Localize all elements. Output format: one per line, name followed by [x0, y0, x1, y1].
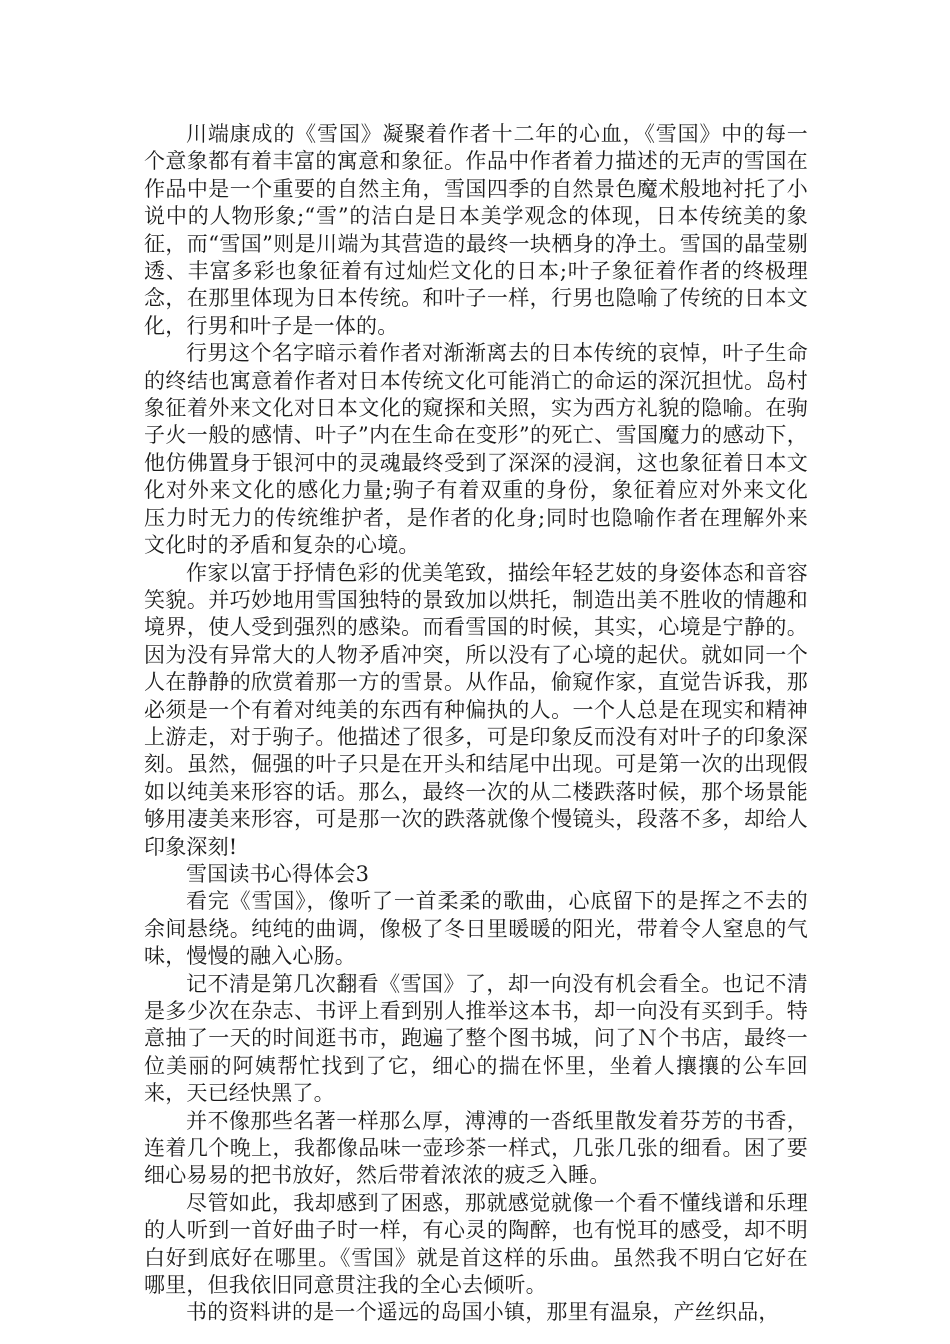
- body-paragraph: 作家以富于抒情色彩的优美笔致，描绘年轻艺妓的身姿体态和音容笑貌。并巧妙地用雪国独特的景致加以烘托，制造出美不胜收的情趣和境界，使人受到强烈的感染。而看雪国的时候，其实，心境是宁静的。因为没有异常大的人物矛盾冲突，所以没有了心境的起伏。就如同一个人在静静的欣赏着那一方的雪景。从作品，偷窥作家，直觉告诉我，那必须是一个有着对纯美的东西有种偏执的人。一个人总是在现实和精神上游走，对于驹子。他描述了很多，可是印象反而没有对叶子的印象深刻。虽然，倔强的叶子只是在开头和结尾中出现。可是第一次的出现假如以纯美来形容的话。那么，最终一次的从二楼跌落时候，那个场景能够用凄美来形容，可是那一次的跌落就像个慢镜头，段落不多，却给人印象深刻!: [144, 560, 808, 859]
- body-paragraph: 川端康成的《雪国》凝聚着作者十二年的心血，《雪国》中的每一个意象都有着丰富的寓意和象征。作品中作者着力描述的无声的雪国在作品中是一个重要的自然主角，雪国四季的自然景色魔术般地衬托了小说中的人物形象;“雪”的洁白是日本美学观念的体现，日本传统美的象征，而“雪国”则是川端为其营造的最终一块栖身的净土。雪国的晶莹剔透、丰富多彩也象征着有过灿烂文化的日本;叶子象征着作者的终极理念，在那里体现为日本传统。和叶子一样，行男也隐喻了传统的日本文化，行男和叶子是一体的。: [144, 122, 808, 338]
- body-paragraph: 并不像那些名著一样那么厚，溥溥的一沓纸里散发着芬芳的书香，连着几个晚上，我都像品味一壶珍茶一样式，几张几张的细看。困了要细心易易的把书放好，然后带着浓浓的疲乏入睡。: [144, 1108, 808, 1188]
- body-paragraph: 尽管如此，我却感到了困惑，那就感觉就像一个看不懂线谱和乐理的人听到一首好曲子时一样，有心灵的陶醉，也有悦耳的感受，却不明白好到底好在哪里。《雪国》就是首这样的乐曲。虽然我不明白它好在哪里，但我依旧同意贯注我的全心去倾听。: [144, 1190, 808, 1298]
- body-paragraph: 行男这个名字暗示着作者对渐渐离去的日本传统的哀悼，叶子生命的终结也寓意着作者对日本传统文化可能消亡的命运的深沉担忧。岛村象征着外来文化对日本文化的窥探和关照，实为西方礼貌的隐喻。在驹子火一般的感情、叶子”内在生命在变形”的死亡、雪国魔力的感动下，他仿佛置身于银河中的灵魂最终受到了深深的浸润，这也象征着日本文化对外来文化的感化力量;驹子有着双重的身份，象征着应对外来文化压力时无力的传统维护者，是作者的化身;同时也隐喻作者在理解外来文化时的矛盾和复杂的心境。: [144, 341, 808, 558]
- document-body: [144, 121, 808, 1327]
- body-paragraph: 书的资料讲的是一个遥远的岛国小镇，那里有温泉，产丝织品，: [186, 1300, 780, 1325]
- body-paragraph: 记不清是第几次翻看《雪国》了，却一向没有机会看全。也记不清是多少次在杂志、书评上看到别人推举这本书，却一向没有买到手。特意抽了一天的时间逛书市，跑遍了整个图书城，问了Ｎ个书店，最终一位美丽的阿姨帮忙找到了它，细心的揣在怀里，坐着人攘攘的公车回来，天已经快黑了。: [144, 971, 808, 1106]
- section-heading: 雪国读书心得体会3: [186, 861, 370, 886]
- body-paragraph: 看完《雪国》，像听了一首柔柔的歌曲，心底留下的是挥之不去的余间悬绕。纯纯的曲调，像极了冬日里暖暖的阳光，带着令人窒息的气味，慢慢的融入心肠。: [144, 889, 808, 969]
